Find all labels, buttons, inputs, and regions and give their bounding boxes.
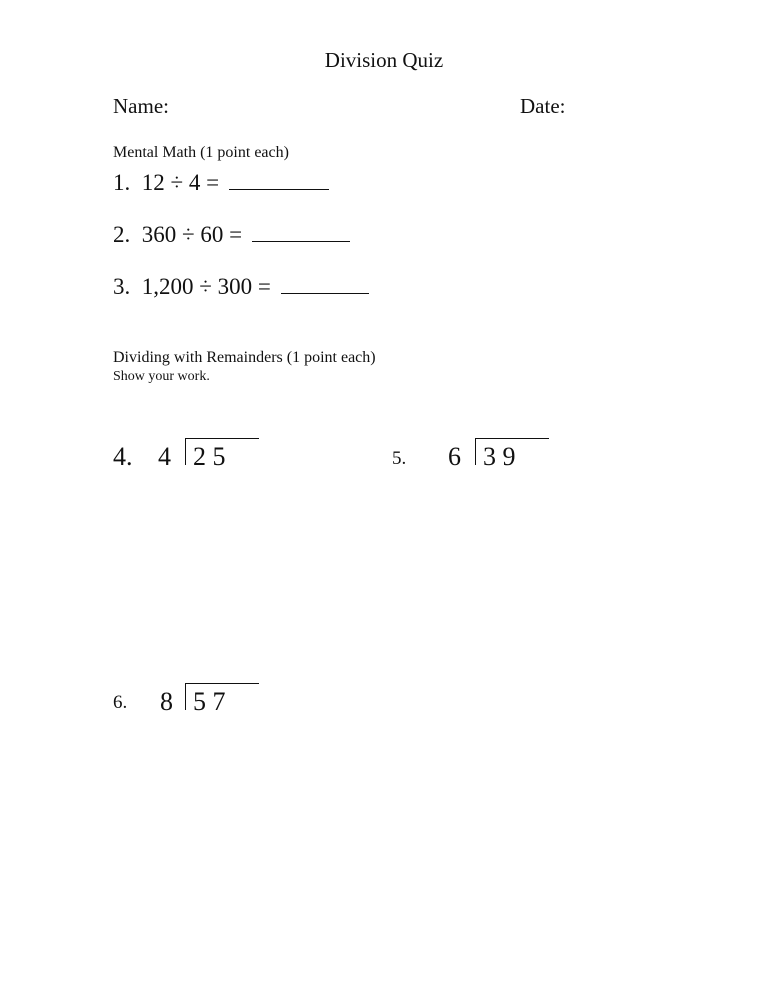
problem-1 [113,166,329,194]
problem-number: 2. [113,222,131,247]
problem-6-divisor: 8 [160,687,173,716]
problem-number: 3. [113,274,131,299]
problem-4-dividend: 2 5 [193,442,226,471]
problem-expression: 1,200 ÷ 300 = [141,274,271,299]
name-label: Name: [113,94,169,118]
problem-5-divisor: 6 [448,442,461,471]
problem-5-dividend: 3 9 [483,442,516,471]
problem-6-number: 6. [113,692,128,713]
page-title: Division Quiz [324,48,444,72]
instruction-text: Show your work. [113,369,210,384]
problem-expression: 360 ÷ 60 = [141,222,243,247]
problem-4-divisor: 4 [158,442,171,471]
long-division-bracket [185,438,259,471]
problem-number: 1. [113,170,131,195]
section-heading-mental-math: Mental Math (1 point each) [113,144,289,161]
problem-expression: 12 ÷ 4 = [141,170,220,195]
answer-blank[interactable] [252,218,350,242]
long-division-bracket [185,683,259,716]
problem-6-dividend: 5 7 [193,687,226,716]
date-label: Date: [520,94,566,118]
answer-blank[interactable] [281,270,369,294]
problem-2 [113,218,350,246]
problem-4-number: 4. [113,442,133,471]
section-heading-remainders: Dividing with Remainders (1 point each) [113,349,376,366]
problem-5-number: 5. [392,448,407,469]
problem-3 [113,270,369,298]
long-division-bracket [475,438,549,471]
answer-blank[interactable] [229,166,329,190]
